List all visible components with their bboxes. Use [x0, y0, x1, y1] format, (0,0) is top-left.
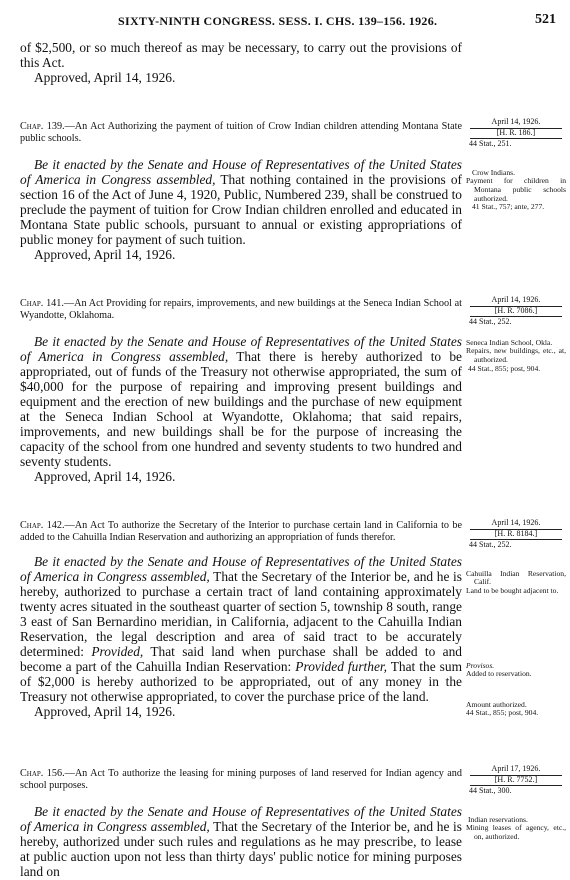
chapter-139 [20, 121, 462, 262]
approval-date: April 14, 1926. [491, 295, 541, 304]
body-text: That said land when purchase shall be added to and become a part of the Cahuilla Indian Reservation: [20, 644, 462, 674]
statute-cite: 44 Stat., 252. [469, 317, 512, 327]
margin-156 [466, 765, 566, 842]
date-block [466, 118, 566, 149]
chapter-156 [20, 768, 462, 879]
side-notes [466, 169, 566, 212]
chapter-title: —An Act To authorize the leasing for mining purposes of land reserved for Indian agency and school purposes. [20, 768, 462, 791]
chapter-heading [20, 768, 462, 792]
running-head [0, 12, 570, 30]
chapter-title: —An Act Authorizing the payment of tuition of Crow Indian children attending Montana State public schools. [20, 121, 462, 144]
side-note: Indian reservations. [468, 814, 528, 824]
enacting-clause: Be it enacted by the Senate and House of Representatives of the United States of America in Congress assembled, [20, 804, 462, 834]
margin-139 [466, 118, 566, 212]
chapter-heading [20, 121, 462, 145]
approved-line: Approved, April 14, 1926. [34, 247, 176, 262]
body-text: That nothing contained in the provisions of section 16 of the Act of June 4, 1920, Public, Numbered 239, shall be construed to preclude the payment of tuition for Crow Indian children enrolled and educated in Montana State public schools, pursuant to annual or existing appropriations of public money for payment of such tuition. [20, 172, 462, 247]
chapter-number: Chap. 139. [20, 121, 65, 132]
side-note: Added to reservation. [466, 669, 532, 679]
chapter-body [20, 157, 462, 247]
bill-number: [H. R. 7086.] [470, 306, 562, 318]
body-text: That the Secretary of the Interior be, and he is hereby, authorized under such rules and regulations as he may prescribe, to lease at public auction upon not less than thirty days' public notice for mining purposes land on [20, 819, 462, 879]
statute-cite: 44 Stat., 300. [469, 786, 512, 796]
chapter-body [20, 334, 462, 469]
side-note: Cahuilla Indian Reservation, Calif. [466, 568, 566, 587]
previous-section [20, 40, 462, 85]
proviso-word: Provided, [91, 644, 144, 659]
approval-date: April 17, 1926. [491, 764, 541, 773]
chapter-number: Chap. 141. [20, 298, 64, 309]
side-note: Seneca Indian School, Okla. [466, 337, 553, 347]
chapter-number: Chap. 156. [20, 768, 65, 779]
side-note: Amount authorized. [466, 699, 527, 709]
approval-date: April 14, 1926. [491, 117, 541, 126]
side-note: 41 Stat., 757; ante, 277. [472, 202, 545, 212]
statute-cite: 44 Stat., 251. [469, 139, 512, 149]
chapter-heading [20, 520, 462, 544]
previous-approved: Approved, April 14, 1926. [34, 70, 176, 85]
date-block [466, 765, 566, 796]
side-notes [466, 816, 566, 842]
chapter-title: —An Act To authorize the Secretary of the Interior to purchase certain land in California to be added to the Cahuilla Indian Reservation and authorizing an appropriation of funds therefor. [20, 520, 462, 543]
side-note: 44 Stat., 855; post, 904. [466, 708, 539, 718]
margin-142 [466, 519, 566, 718]
bill-number: [H. R. 8184.] [470, 529, 562, 541]
side-note: Repairs, new buildings, etc., at, authorized. [466, 346, 566, 364]
approved-line: Approved, April 14, 1926. [34, 704, 176, 719]
side-note: Crow Indians. [472, 167, 516, 177]
bill-number: [H. R. 186.] [470, 128, 562, 140]
margin-141 [466, 296, 566, 373]
enacting-clause: Be it enacted by the Senate and House of Representatives of the United States of America in Congress assembled, [20, 334, 462, 364]
body-text: That the sum of $2,000 is hereby authorized to be appropriated, out of any money in the Treasury not otherwise appropriated, to cover the purchase price of the land. [20, 659, 462, 704]
chapter-heading [20, 298, 462, 322]
chapter-title: —An Act Providing for repairs, improvements, and new buildings at the Seneca Indian School at Wyandotte, Oklahoma. [20, 298, 462, 321]
approval-date: April 14, 1926. [491, 518, 541, 527]
proviso-word: Provided further, [295, 659, 387, 674]
side-note: Payment for children in Montana public schools authorized. [466, 176, 566, 203]
chapter-142 [20, 520, 462, 719]
previous-text: of $2,500, or so much thereof as may be necessary, to carry out the provisions of this Act. [20, 40, 462, 70]
date-block [466, 296, 566, 327]
chapter-body [20, 554, 462, 704]
body-text: That the Secretary of the Interior be, and he is hereby, authorized to purchase a certain tract of land containing approximately twenty acres situated in the southeast quarter of section 5, township 8 south, range 3 east of San Bernardino meridian, in California, adjacent to the Cahuilla Indian Reservation, the legal description and area of said tract to be accurately determined: [20, 569, 462, 659]
chapter-body [20, 804, 462, 879]
date-block [466, 519, 566, 550]
side-note: Land to be bought adjacent to. [466, 585, 559, 595]
approved-line: Approved, April 14, 1926. [34, 469, 176, 484]
side-notes [466, 570, 566, 718]
side-note: Mining leases of agency, etc., on, authorized. [466, 823, 566, 841]
chapter-number: Chap. 142. [20, 520, 65, 531]
running-title: SIXTY-NINTH CONGRESS. SESS. I. CHS. 139–156. 1926. [118, 14, 438, 28]
enacting-clause: Be it enacted by the Senate and House of Representatives of the United States of America in Congress assembled, [20, 157, 462, 187]
statute-cite: 44 Stat., 252. [469, 540, 512, 550]
side-note: 44 Stat., 855; post, 904. [468, 363, 541, 373]
side-notes [466, 339, 566, 373]
enacting-clause: Be it enacted by the Senate and House of Representatives of the United States of America in Congress assembled, [20, 554, 462, 584]
page-number: 521 [535, 12, 556, 27]
side-note: Provisos. [466, 660, 495, 670]
chapter-141 [20, 298, 462, 484]
body-text: That there is hereby authorized to be appropriated, out of funds of the Treasury not otherwise appropriated, the sum of $40,000 for the purpose of repairing and improving present buildings and equipment and the erection of new buildings and the purchase of new equipment at the Seneca Indian School at Wyandotte, Oklahoma; that said repairs, improvements, and new buildings shall be for the purpose of increasing the capacity of the school from one hundred and seventy students to two hundred and seventy students. [20, 349, 463, 469]
bill-number: [H. R. 7752.] [470, 775, 562, 787]
